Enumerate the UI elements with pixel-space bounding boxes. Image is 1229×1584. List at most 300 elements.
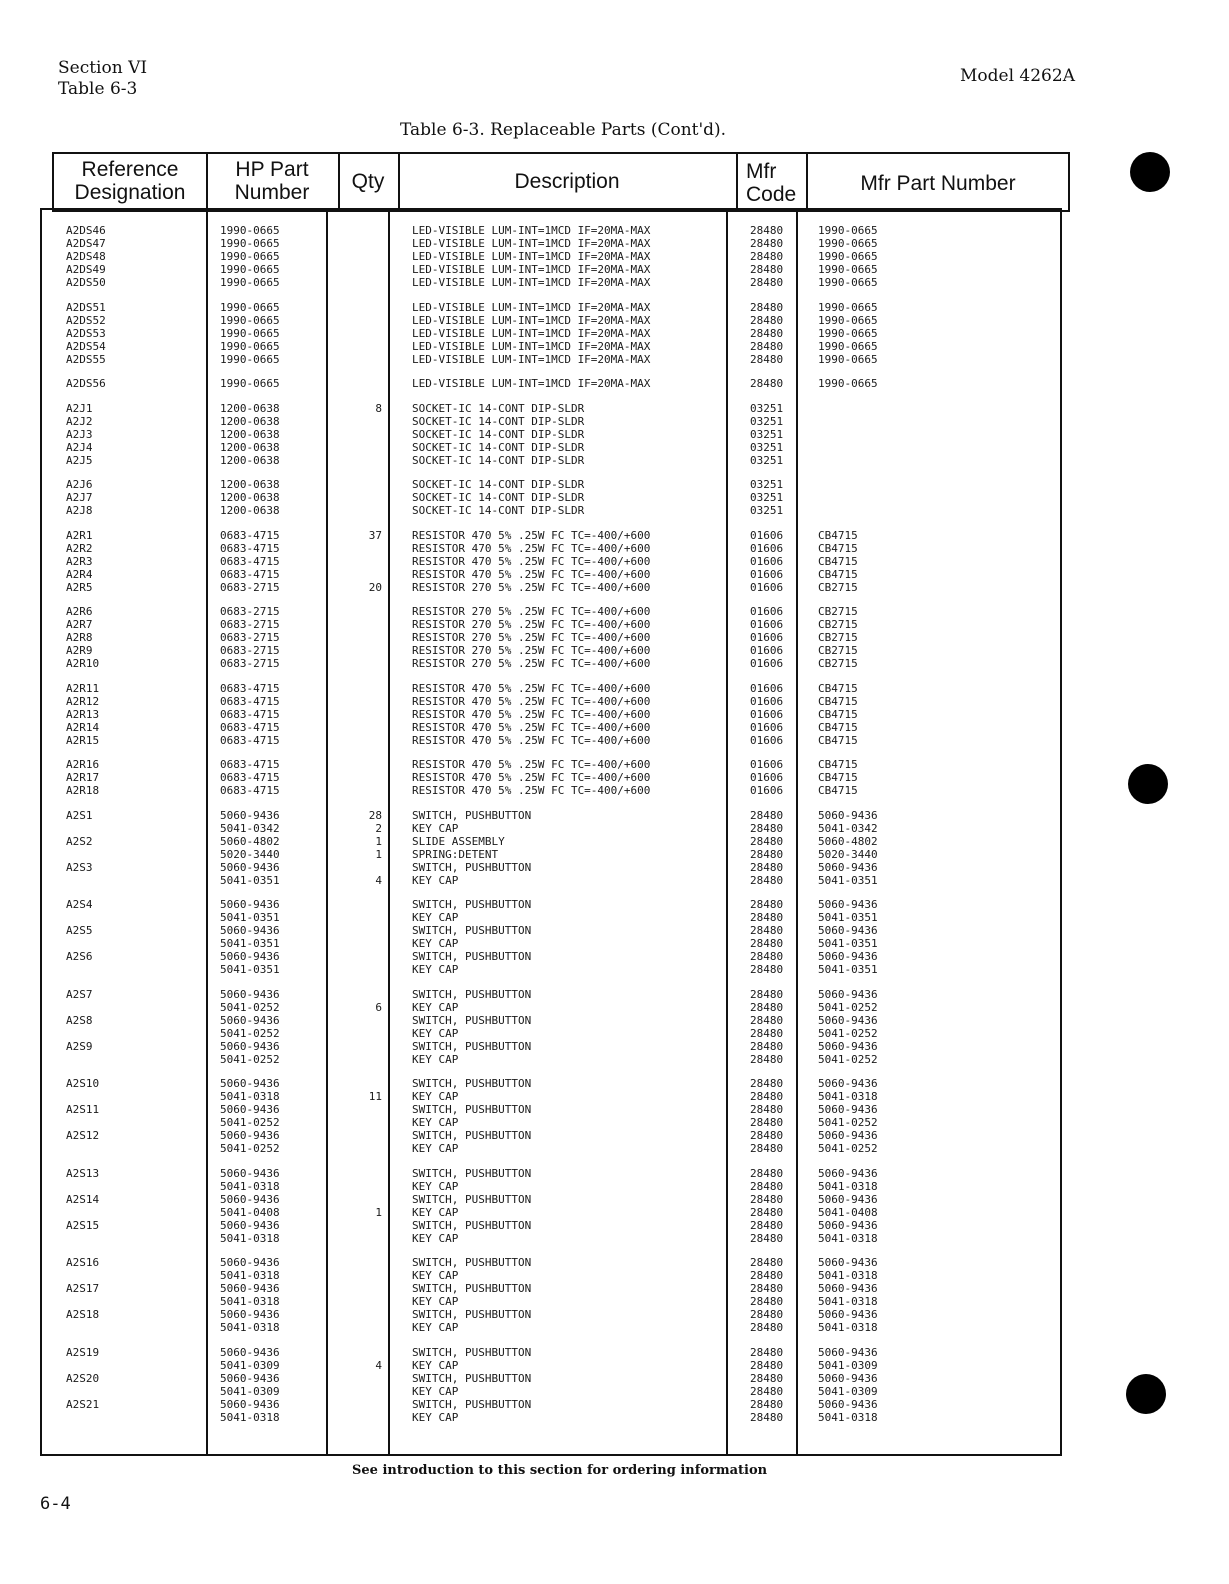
cell-ref: A2S1	[66, 809, 93, 822]
cell-mfr: CB2715	[818, 631, 858, 644]
cell-code: 28480	[750, 1346, 784, 1359]
cell-desc: SWITCH, PUSHBUTTON	[412, 898, 532, 911]
cell-hp: 0683-4715	[220, 695, 280, 708]
cell-mfr: 5060-9436	[818, 898, 878, 911]
cell-hp: 5041-0342	[220, 822, 280, 835]
cell-hp: 0683-4715	[220, 555, 280, 568]
cell-ref: A2R17	[66, 771, 100, 784]
cell-hp: 5060-9436	[220, 1372, 280, 1385]
cell-mfr: 5041-0351	[818, 911, 878, 924]
cell-desc: LED-VISIBLE LUM-INT=1MCD IF=20MA-MAX	[412, 237, 651, 250]
cell-ref: A2R10	[66, 657, 100, 670]
cell-hp: 0683-2715	[220, 644, 280, 657]
cell-hp: 0683-4715	[220, 734, 280, 747]
cell-code: 28480	[750, 874, 784, 887]
cell-hp: 5041-0252	[220, 1027, 280, 1040]
col-sep-2	[326, 210, 328, 1454]
cell-ref: A2S9	[66, 1040, 93, 1053]
cell-mfr: 5060-9436	[818, 950, 878, 963]
cell-code: 28480	[750, 898, 784, 911]
cell-code: 03251	[750, 402, 784, 415]
cell-code: 28480	[750, 988, 784, 1001]
cell-hp: 1200-0638	[220, 441, 280, 454]
cell-mfr: CB4715	[818, 682, 858, 695]
cell-code: 01606	[750, 695, 784, 708]
page-number: 6-4	[40, 1494, 71, 1514]
cell-ref: A2R2	[66, 542, 93, 555]
cell-code: 01606	[750, 682, 784, 695]
cell-desc: KEY CAP	[412, 1232, 459, 1245]
cell-mfr: CB4715	[818, 529, 858, 542]
cell-hp: 5060-9436	[220, 1346, 280, 1359]
cell-hp: 1200-0638	[220, 402, 280, 415]
cell-code: 28480	[750, 1359, 784, 1372]
cell-mfr: 5041-0318	[818, 1321, 878, 1334]
cell-mfr: CB4715	[818, 784, 858, 797]
cell-hp: 5041-0309	[220, 1359, 280, 1372]
cell-desc: SOCKET-IC 14-CONT DIP-SLDR	[412, 491, 585, 504]
cell-desc: KEY CAP	[412, 1385, 459, 1398]
cell-ref: A2DS49	[66, 263, 106, 276]
cell-desc: SOCKET-IC 14-CONT DIP-SLDR	[412, 454, 585, 467]
cell-ref: A2R3	[66, 555, 93, 568]
cell-mfr: 1990-0665	[818, 340, 878, 353]
cell-desc: RESISTOR 470 5% .25W FC TC=-400/+600	[412, 771, 651, 784]
cell-hp: 1990-0665	[220, 250, 280, 263]
cell-code: 28480	[750, 1219, 784, 1232]
cell-hp: 5060-9436	[220, 1219, 280, 1232]
cell-code: 28480	[750, 340, 784, 353]
cell-mfr: 5060-9436	[818, 1103, 878, 1116]
cell-desc: KEY CAP	[412, 1269, 459, 1282]
cell-qty: 11	[368, 1090, 382, 1103]
col-header-mfr-code	[738, 160, 812, 206]
cell-hp: 5060-4802	[220, 835, 280, 848]
cell-desc: SWITCH, PUSHBUTTON	[412, 1256, 532, 1269]
cell-desc: SWITCH, PUSHBUTTON	[412, 1103, 532, 1116]
cell-hp: 5041-0309	[220, 1385, 280, 1398]
cell-code: 28480	[750, 1282, 784, 1295]
cell-hp: 5041-0252	[220, 1116, 280, 1129]
cell-mfr: 1990-0665	[818, 224, 878, 237]
cell-hp: 1200-0638	[220, 415, 280, 428]
cell-hp: 5041-0351	[220, 963, 280, 976]
binder-hole-middle	[1128, 764, 1168, 804]
cell-qty: 37	[368, 529, 382, 542]
cell-code: 28480	[750, 301, 784, 314]
cell-ref: A2S4	[66, 898, 93, 911]
cell-code: 03251	[750, 454, 784, 467]
cell-code: 28480	[750, 1040, 784, 1053]
cell-desc: KEY CAP	[412, 1001, 459, 1014]
col-sep-4	[726, 210, 728, 1454]
cell-mfr: 5060-9436	[818, 1129, 878, 1142]
cell-mfr: 5041-0342	[818, 822, 878, 835]
cell-desc: KEY CAP	[412, 1053, 459, 1066]
cell-mfr: 5041-0351	[818, 937, 878, 950]
cell-hp: 5041-0318	[220, 1232, 280, 1245]
cell-mfr: 5041-0318	[818, 1411, 878, 1424]
section-title: Section VI	[58, 58, 148, 78]
cell-ref: A2S6	[66, 950, 93, 963]
cell-qty: 4	[375, 1359, 382, 1372]
cell-desc: KEY CAP	[412, 911, 459, 924]
cell-desc: LED-VISIBLE LUM-INT=1MCD IF=20MA-MAX	[412, 276, 651, 289]
cell-code: 28480	[750, 224, 784, 237]
cell-hp: 5041-0252	[220, 1142, 280, 1155]
cell-desc: SWITCH, PUSHBUTTON	[412, 1167, 532, 1180]
cell-ref: A2S21	[66, 1398, 100, 1411]
cell-ref: A2R14	[66, 721, 100, 734]
cell-hp: 0683-2715	[220, 631, 280, 644]
cell-mfr: 1990-0665	[818, 327, 878, 340]
cell-qty: 1	[375, 848, 382, 861]
cell-mfr: CB4715	[818, 555, 858, 568]
cell-ref: A2S16	[66, 1256, 100, 1269]
cell-code: 28480	[750, 1001, 784, 1014]
cell-hp: 5060-9436	[220, 1282, 280, 1295]
cell-ref: A2J5	[66, 454, 93, 467]
cell-desc: SOCKET-IC 14-CONT DIP-SLDR	[412, 428, 585, 441]
model-label: Model 4262A	[960, 66, 1075, 86]
cell-desc: SWITCH, PUSHBUTTON	[412, 1346, 532, 1359]
cell-qty: 20	[368, 581, 382, 594]
cell-mfr: 5060-9436	[818, 1346, 878, 1359]
cell-hp: 5041-0252	[220, 1001, 280, 1014]
cell-code: 01606	[750, 555, 784, 568]
cell-mfr: CB2715	[818, 657, 858, 670]
cell-desc: SOCKET-IC 14-CONT DIP-SLDR	[412, 478, 585, 491]
cell-desc: SWITCH, PUSHBUTTON	[412, 1040, 532, 1053]
cell-mfr: 1990-0665	[818, 276, 878, 289]
cell-ref: A2R7	[66, 618, 93, 631]
cell-code: 01606	[750, 721, 784, 734]
cell-desc: KEY CAP	[412, 1206, 459, 1219]
cell-desc: LED-VISIBLE LUM-INT=1MCD IF=20MA-MAX	[412, 353, 651, 366]
cell-hp: 5060-9436	[220, 898, 280, 911]
cell-desc: LED-VISIBLE LUM-INT=1MCD IF=20MA-MAX	[412, 301, 651, 314]
cell-code: 01606	[750, 542, 784, 555]
cell-code: 03251	[750, 441, 784, 454]
cell-hp: 5041-0318	[220, 1321, 280, 1334]
cell-code: 28480	[750, 848, 784, 861]
cell-code: 28480	[750, 1180, 784, 1193]
cell-desc: SWITCH, PUSHBUTTON	[412, 1398, 532, 1411]
cell-mfr: 5041-0252	[818, 1116, 878, 1129]
cell-code: 28480	[750, 1411, 784, 1424]
cell-hp: 5020-3440	[220, 848, 280, 861]
cell-code: 01606	[750, 605, 784, 618]
cell-mfr: 5041-0351	[818, 874, 878, 887]
cell-mfr: 5020-3440	[818, 848, 878, 861]
cell-hp: 5060-9436	[220, 988, 280, 1001]
cell-ref: A2DS52	[66, 314, 106, 327]
cell-code: 01606	[750, 771, 784, 784]
cell-desc: SWITCH, PUSHBUTTON	[412, 1308, 532, 1321]
cell-ref: A2R9	[66, 644, 93, 657]
cell-desc: SOCKET-IC 14-CONT DIP-SLDR	[412, 415, 585, 428]
cell-hp: 0683-4715	[220, 784, 280, 797]
cell-qty: 1	[375, 835, 382, 848]
cell-ref: A2S10	[66, 1077, 100, 1090]
cell-mfr: CB4715	[818, 708, 858, 721]
cell-code: 28480	[750, 861, 784, 874]
cell-mfr: 5041-0252	[818, 1142, 878, 1155]
cell-mfr: 5060-9436	[818, 1167, 878, 1180]
cell-mfr: CB2715	[818, 605, 858, 618]
cell-desc: KEY CAP	[412, 1180, 459, 1193]
cell-desc: RESISTOR 470 5% .25W FC TC=-400/+600	[412, 568, 651, 581]
cell-ref: A2DS48	[66, 250, 106, 263]
cell-code: 03251	[750, 504, 784, 517]
cell-code: 28480	[750, 1129, 784, 1142]
cell-mfr: 5060-4802	[818, 835, 878, 848]
cell-desc: SWITCH, PUSHBUTTON	[412, 1282, 532, 1295]
cell-ref: A2R1	[66, 529, 93, 542]
cell-hp: 1990-0665	[220, 314, 280, 327]
cell-desc: SPRING:DETENT	[412, 848, 499, 861]
cell-hp: 1990-0665	[220, 263, 280, 276]
cell-ref: A2S8	[66, 1014, 93, 1027]
cell-hp: 5060-9436	[220, 924, 280, 937]
cell-ref: A2R15	[66, 734, 100, 747]
cell-desc: RESISTOR 470 5% .25W FC TC=-400/+600	[412, 542, 651, 555]
cell-code: 01606	[750, 568, 784, 581]
col-header-mfr-code-l1: Mfr	[746, 160, 777, 183]
cell-ref: A2S19	[66, 1346, 100, 1359]
cell-desc: RESISTOR 470 5% .25W FC TC=-400/+600	[412, 529, 651, 542]
col-header-qty: Qty	[351, 170, 385, 193]
cell-desc: RESISTOR 470 5% .25W FC TC=-400/+600	[412, 682, 651, 695]
cell-code: 28480	[750, 263, 784, 276]
binder-hole-bottom	[1126, 1374, 1166, 1414]
cell-code: 28480	[750, 1053, 784, 1066]
cell-desc: SOCKET-IC 14-CONT DIP-SLDR	[412, 441, 585, 454]
body-frame	[40, 208, 1062, 1456]
cell-ref: A2S3	[66, 861, 93, 874]
cell-code: 01606	[750, 784, 784, 797]
cell-mfr: 5060-9436	[818, 809, 878, 822]
cell-code: 28480	[750, 1142, 784, 1155]
cell-code: 28480	[750, 1321, 784, 1334]
binder-hole-top	[1130, 152, 1170, 192]
col-sep-3	[388, 210, 390, 1454]
cell-desc: KEY CAP	[412, 1411, 459, 1424]
cell-mfr: 5041-0252	[818, 1001, 878, 1014]
cell-mfr: 1990-0665	[818, 250, 878, 263]
cell-ref: A2S7	[66, 988, 93, 1001]
cell-ref: A2R5	[66, 581, 93, 594]
table-title: Table 6-3. Replaceable Parts (Cont'd).	[400, 120, 727, 140]
cell-code: 28480	[750, 924, 784, 937]
cell-qty: 28	[368, 809, 382, 822]
cell-hp: 5060-9436	[220, 1398, 280, 1411]
cell-mfr: 5060-9436	[818, 1282, 878, 1295]
cell-mfr: CB2715	[818, 581, 858, 594]
cell-hp: 1200-0638	[220, 428, 280, 441]
cell-qty: 4	[375, 874, 382, 887]
cell-qty: 6	[375, 1001, 382, 1014]
cell-hp: 0683-4715	[220, 568, 280, 581]
cell-code: 28480	[750, 809, 784, 822]
cell-code: 03251	[750, 415, 784, 428]
cell-desc: LED-VISIBLE LUM-INT=1MCD IF=20MA-MAX	[412, 377, 651, 390]
cell-mfr: 5060-9436	[818, 1308, 878, 1321]
cell-ref: A2S11	[66, 1103, 100, 1116]
cell-desc: LED-VISIBLE LUM-INT=1MCD IF=20MA-MAX	[412, 224, 651, 237]
cell-code: 28480	[750, 250, 784, 263]
cell-mfr: 5041-0351	[818, 963, 878, 976]
table-ref: Table 6-3	[58, 79, 138, 99]
cell-desc: RESISTOR 270 5% .25W FC TC=-400/+600	[412, 631, 651, 644]
cell-mfr: 5041-0309	[818, 1359, 878, 1372]
cell-code: 28480	[750, 1295, 784, 1308]
cell-code: 01606	[750, 758, 784, 771]
cell-ref: A2S18	[66, 1308, 100, 1321]
cell-mfr: 5060-9436	[818, 861, 878, 874]
cell-ref: A2J4	[66, 441, 93, 454]
cell-mfr: 5041-0408	[818, 1206, 878, 1219]
cell-ref: A2S5	[66, 924, 93, 937]
cell-mfr: 5060-9436	[818, 1040, 878, 1053]
cell-hp: 0683-4715	[220, 542, 280, 555]
cell-mfr: 1990-0665	[818, 301, 878, 314]
cell-mfr: 1990-0665	[818, 237, 878, 250]
cell-hp: 1990-0665	[220, 327, 280, 340]
cell-code: 01606	[750, 734, 784, 747]
cell-hp: 0683-4715	[220, 708, 280, 721]
cell-ref: A2DS51	[66, 301, 106, 314]
cell-hp: 1200-0638	[220, 491, 280, 504]
cell-code: 01606	[750, 644, 784, 657]
cell-desc: RESISTOR 470 5% .25W FC TC=-400/+600	[412, 721, 651, 734]
cell-desc: LED-VISIBLE LUM-INT=1MCD IF=20MA-MAX	[412, 263, 651, 276]
cell-desc: LED-VISIBLE LUM-INT=1MCD IF=20MA-MAX	[412, 327, 651, 340]
cell-hp: 5041-0318	[220, 1180, 280, 1193]
cell-desc: SWITCH, PUSHBUTTON	[412, 924, 532, 937]
cell-hp: 1990-0665	[220, 276, 280, 289]
cell-desc: SWITCH, PUSHBUTTON	[412, 1014, 532, 1027]
cell-ref: A2R6	[66, 605, 93, 618]
cell-desc: RESISTOR 270 5% .25W FC TC=-400/+600	[412, 605, 651, 618]
cell-hp: 5041-0252	[220, 1053, 280, 1066]
cell-code: 28480	[750, 1308, 784, 1321]
cell-desc: LED-VISIBLE LUM-INT=1MCD IF=20MA-MAX	[412, 314, 651, 327]
cell-desc: SWITCH, PUSHBUTTON	[412, 1129, 532, 1142]
cell-desc: SWITCH, PUSHBUTTON	[412, 809, 532, 822]
cell-hp: 0683-4715	[220, 771, 280, 784]
cell-desc: RESISTOR 270 5% .25W FC TC=-400/+600	[412, 618, 651, 631]
cell-ref: A2R12	[66, 695, 100, 708]
cell-mfr: 5041-0318	[818, 1090, 878, 1103]
cell-hp: 5060-9436	[220, 809, 280, 822]
cell-hp: 5060-9436	[220, 1308, 280, 1321]
col-header-hp-l1: HP Part	[235, 158, 309, 181]
cell-hp: 5041-0351	[220, 911, 280, 924]
cell-ref: A2S13	[66, 1167, 100, 1180]
cell-code: 28480	[750, 1193, 784, 1206]
cell-desc: SOCKET-IC 14-CONT DIP-SLDR	[412, 504, 585, 517]
cell-code: 28480	[750, 822, 784, 835]
cell-desc: SWITCH, PUSHBUTTON	[412, 861, 532, 874]
cell-hp: 5060-9436	[220, 1103, 280, 1116]
cell-code: 28480	[750, 1206, 784, 1219]
cell-code: 28480	[750, 1103, 784, 1116]
cell-hp: 0683-4715	[220, 721, 280, 734]
cell-code: 28480	[750, 911, 784, 924]
cell-code: 01606	[750, 708, 784, 721]
cell-hp: 5041-0351	[220, 937, 280, 950]
cell-code: 01606	[750, 581, 784, 594]
cell-qty: 8	[375, 402, 382, 415]
cell-desc: SLIDE ASSEMBLY	[412, 835, 505, 848]
cell-mfr: 5060-9436	[818, 1398, 878, 1411]
cell-desc: SWITCH, PUSHBUTTON	[412, 1193, 532, 1206]
cell-mfr: 1990-0665	[818, 377, 878, 390]
cell-ref: A2DS50	[66, 276, 106, 289]
cell-hp: 5060-9436	[220, 1077, 280, 1090]
cell-ref: A2DS55	[66, 353, 106, 366]
cell-ref: A2R8	[66, 631, 93, 644]
cell-ref: A2DS46	[66, 224, 106, 237]
cell-hp: 0683-2715	[220, 581, 280, 594]
cell-code: 28480	[750, 1232, 784, 1245]
cell-hp: 5041-0318	[220, 1269, 280, 1282]
col-header-reference-l1: Reference	[81, 158, 179, 181]
cell-desc: SWITCH, PUSHBUTTON	[412, 988, 532, 1001]
cell-mfr: 5041-0318	[818, 1295, 878, 1308]
cell-mfr: 5041-0252	[818, 1053, 878, 1066]
cell-desc: RESISTOR 470 5% .25W FC TC=-400/+600	[412, 555, 651, 568]
cell-code: 28480	[750, 1014, 784, 1027]
cell-code: 03251	[750, 491, 784, 504]
cell-code: 28480	[750, 327, 784, 340]
cell-mfr: 5060-9436	[818, 1077, 878, 1090]
cell-mfr: 5060-9436	[818, 1014, 878, 1027]
cell-desc: RESISTOR 270 5% .25W FC TC=-400/+600	[412, 581, 651, 594]
cell-hp: 1990-0665	[220, 340, 280, 353]
cell-desc: KEY CAP	[412, 963, 459, 976]
cell-hp: 1200-0638	[220, 454, 280, 467]
cell-hp: 0683-4715	[220, 758, 280, 771]
cell-mfr: CB4715	[818, 734, 858, 747]
cell-mfr: 5041-0309	[818, 1385, 878, 1398]
cell-code: 28480	[750, 1077, 784, 1090]
cell-hp: 5060-9436	[220, 1256, 280, 1269]
cell-hp: 5041-0351	[220, 874, 280, 887]
cell-hp: 5060-9436	[220, 1014, 280, 1027]
cell-ref: A2J7	[66, 491, 93, 504]
cell-code: 03251	[750, 428, 784, 441]
cell-code: 28480	[750, 835, 784, 848]
cell-hp: 5060-9436	[220, 1193, 280, 1206]
cell-desc: KEY CAP	[412, 937, 459, 950]
cell-ref: A2R4	[66, 568, 93, 581]
cell-code: 28480	[750, 1090, 784, 1103]
cell-ref: A2DS56	[66, 377, 106, 390]
cell-ref: A2R13	[66, 708, 100, 721]
cell-ref: A2J6	[66, 478, 93, 491]
cell-hp: 1990-0665	[220, 377, 280, 390]
cell-desc: LED-VISIBLE LUM-INT=1MCD IF=20MA-MAX	[412, 340, 651, 353]
cell-desc: KEY CAP	[412, 1142, 459, 1155]
col-header-hp	[208, 158, 336, 204]
cell-hp: 0683-2715	[220, 618, 280, 631]
cell-mfr: 5060-9436	[818, 1193, 878, 1206]
cell-hp: 0683-2715	[220, 605, 280, 618]
col-header-mfr-part: Mfr Part Number	[860, 172, 1016, 195]
cell-code: 01606	[750, 631, 784, 644]
